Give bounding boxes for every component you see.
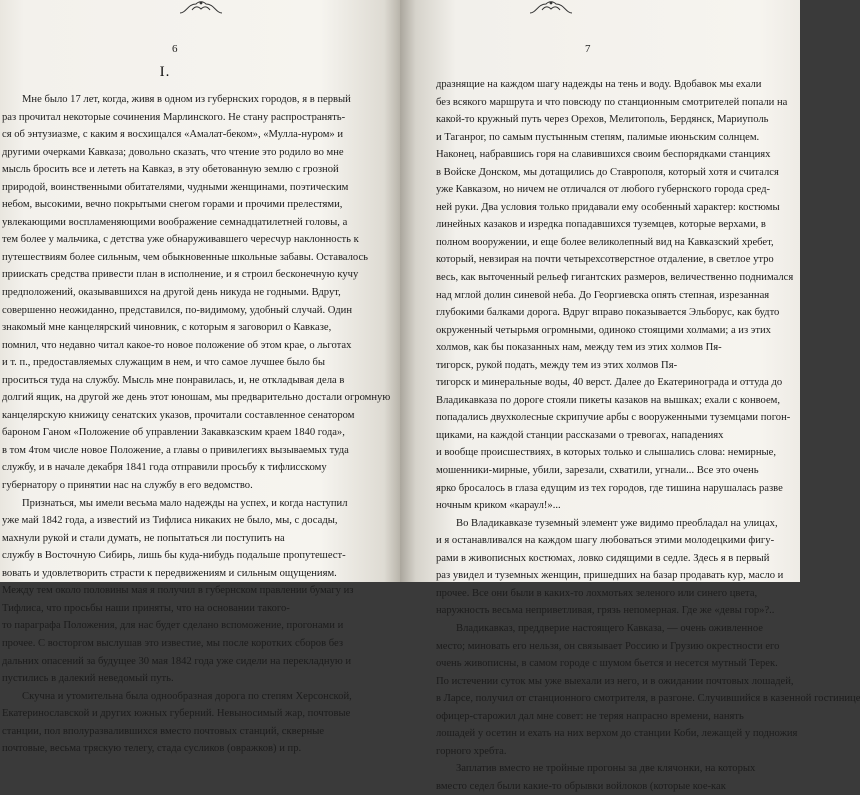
- text-line: увлекающими воспламеняющими воображение семнадцатилетней головы, а: [2, 216, 348, 228]
- text-line: помнил, что недавно читал какое-то новое положение об этом крае, о льготах: [2, 339, 352, 351]
- text-line: раз прочитал некоторые сочинения Марлинского. Не стану распространять-: [2, 111, 346, 123]
- text-line: дальних опасений за будущее 30 мая 1842 года уже сидели на перекладную и: [2, 655, 352, 667]
- text-line: станции, пол вполуразвалившихся вместо почтовых станций, скверные: [2, 725, 325, 737]
- text-line: линейных казаков и изредка попадавшихся туземцев, которые верхами, в: [436, 219, 766, 231]
- text-line: ней руки. Два условия только придавали ему особенный характер: костюмы: [436, 201, 780, 213]
- text-line: дразнящие на каждом шагу надежды на тень и воду. Вдобавок мы ехали: [436, 79, 762, 90]
- text-line: По истечении суток мы уже выехали из него, и в ожидании почтовых лошадей,: [436, 675, 794, 687]
- text-line: офицер-старожил дал мне совет: не теряя напрасно времени, нанять: [436, 710, 744, 722]
- body-text: [2, 91, 391, 758]
- text-line: ярко бросалось в глаза едущим из тех городов, где тишина нарушалась разве: [436, 482, 783, 494]
- text-line: прочее. С восторгом выслушав это известие, мы после коротких сборов без: [2, 637, 344, 649]
- text-line: полном вооружении, и еще более великолепный вид на Кавказский хребет,: [436, 236, 774, 248]
- text-line: махнули рукой и стали думать, не попытаться ли поступить на: [2, 532, 285, 544]
- text-line: очень живописны, в самом городе с шумом бьется и несется мутный Терек.: [436, 658, 778, 670]
- text-line: Скучна и утомительна была однообразная дорога по степям Херсонской,: [22, 690, 352, 702]
- text-line: холмов, как бы показанных нам, между тем из этих холмов Пя-: [436, 342, 722, 354]
- text-line: Признаться, мы имели весьма мало надежды на успех, и когда наступил: [22, 497, 348, 509]
- page-number: 6: [172, 43, 178, 55]
- text-line: вовать и удовлетворить страсти к передвижениям и сильным ощущениям.: [2, 567, 337, 579]
- page-number: 7: [585, 43, 591, 55]
- text-line: Наконец, набравшись горя на славившихся своим беспорядками станциях: [436, 149, 771, 161]
- text-line: окруженный четырьмя огромными, одиноко стоящими холмами; а из этих: [436, 324, 771, 336]
- text-line: службу в Восточную Сибирь, лишь бы куда-нибудь подальше пропутешест-: [2, 550, 346, 562]
- text-line: над мглой долин синевой неба. До Георгиевска опять степная, изрезанная: [436, 289, 770, 301]
- text-line: прочее. Все они были в каких-то лохмотьях зеленого или синего цвета,: [436, 587, 758, 599]
- text-line: службу, и в начале декабря 1841 года отправили просьбу к тифлисскому: [2, 462, 327, 474]
- body-text: [436, 76, 860, 795]
- text-line: который, невзирая на почти четырехсотверстное отдаление, в светлое утро: [436, 254, 774, 266]
- text-line: ся об энтузиазме, с каким я восхищался «Амалат-беком», «Муллa-нуром» и: [2, 129, 344, 141]
- text-line: уже май 1842 года, а известий из Тифлиса никаких не было, мы, с досады,: [2, 515, 338, 527]
- text-line: бароном Ганом «Положение об управлении Закавказским краем 1840 года»,: [2, 427, 345, 439]
- text-line: рами в живописных костюмах, ловко сидящими в седле. Здесь я в первый: [436, 552, 770, 564]
- text-line: Тифлиса, что просьбы наши приняты, что на основании такого-: [2, 602, 290, 614]
- text-line: и т. п., предоставляемых служащим в нем, и что самое лучшее было бы: [2, 357, 326, 369]
- text-line: наружность весьма неприветливая, грязь непомерная. Где же «девы гор»?..: [436, 605, 775, 617]
- text-line: почтовые, весьма тряскую телегу, стада сусликов (овражков) и пр.: [2, 743, 302, 755]
- text-line: Между тем около половины мая я получил в губернском правлении бумагу из: [2, 585, 354, 597]
- text-line: щиками, на каждой станции рассказами о тревогах, нападениях: [436, 429, 724, 441]
- text-line: путешествиям более сильным, чем обыкновенные школьные забавы. Оставалось: [2, 251, 368, 263]
- text-line: долгий ящик, на другой же день этот юношам, мы предварительно достали огромную: [2, 392, 391, 404]
- right-page: [400, 0, 860, 792]
- text-line: и вообще происшествиях, в которых только и слышались слова: немирные,: [436, 447, 776, 459]
- text-line: горного хребта.: [436, 745, 507, 757]
- text-line: Во Владикавказе туземный элемент уже видимо преобладал на улицах,: [456, 517, 778, 529]
- text-line: совершенно неожиданно, представился, по-видимому, удобный случай. Один: [2, 304, 353, 316]
- text-line: раз увидел и туземных женщин, пришедших на базар продавать кур, масло и: [436, 570, 784, 582]
- text-line: без всякого маршрута и что повсюду по станционным смотрителей попали на: [436, 96, 788, 108]
- text-line: проситься туда на службу. Мысль мне понравилась, и, не откладывая дела в: [2, 374, 345, 386]
- text-line: знакомый мне канцелярский чиновник, с которым я заговорил о Кавказе,: [2, 322, 332, 334]
- ornament-icon: [528, 0, 574, 14]
- text-line: лошадей у осетин и ехать на них верхом до станции Коби, лежащей у подножия: [436, 728, 798, 740]
- text-line: и я останавливался на каждом шагу любоваться этими молодецкими фигу-: [436, 535, 775, 547]
- text-line: в Войске Донском, мы дотащились до Ставрополя, который хотя и считался: [436, 166, 779, 178]
- text-line: ночным криком «караул!»...: [436, 500, 561, 512]
- text-line: губернатору о принятии нас на службу в его ведомство.: [2, 480, 253, 492]
- text-line: какой-то кружный путь через Орехов, Мелитополь, Бердянск, Мариуполь: [436, 114, 769, 126]
- text-line: мошенники-мирные, убили, зарезали, схватили, угнали... Все это очень: [436, 465, 759, 477]
- text-line: тем более у мальчика, с детства уже обнаруживавшего чересчур наклонность к: [2, 234, 359, 246]
- text-line: природой, воинственными обитателями, чудными женщинами, поэтическим: [2, 181, 349, 193]
- text-line: глубокими балками дорога. Вдруг вправо показывается Эльборус, как будто: [436, 307, 780, 319]
- text-line: тигорск и минеральные воды, 40 верст. Далее до Екатеринограда и оттуда до: [436, 377, 783, 389]
- text-line: пустились в далекий неведомый путь.: [2, 673, 174, 685]
- text-line: то параграфа Положения, для нас будет сделано вспоможение, прогонами и: [2, 620, 344, 632]
- text-line: в том 4том числе новое Положение, а главы о привилегиях вызываемых туда: [2, 444, 349, 456]
- text-line: канцелярскую книжицу сенатских указов, прочитали составленное сенатором: [2, 409, 355, 421]
- text-line: весь, как выточенный рельеф гигантских размеров, величественно поднимался: [436, 272, 794, 284]
- text-line: вместо седел были какие-то обрывки войлоков (которые кое-как: [436, 780, 726, 792]
- left-page: [0, 0, 400, 755]
- text-line: предположений, оказывавшихся на другой день никуда не годными. Вдрут,: [2, 287, 341, 299]
- text-line: Владикавказ, преддверие настоящего Кавказа, — очень оживленное: [456, 622, 763, 634]
- text-line: уже Кавказом, но ничем не отличался от любого губернского города сред-: [436, 184, 770, 196]
- text-line: попадались двухколесные скрипучие арбы с вооруженными туземцами погон-: [436, 412, 791, 424]
- text-line: Владикавказа по дороге стояли пикеты казаков на вышках; ехали с конвоем,: [436, 394, 781, 406]
- chapter-heading: I.: [159, 64, 171, 80]
- text-line: приискать средства привести план в исполнение, и я строил бесконечную кучу: [2, 269, 359, 281]
- text-line: другими очерками Кавказа; довольно сказать, что чтение это родило во мне: [2, 146, 344, 158]
- ornament-icon: [178, 0, 224, 14]
- text-line: Екатеринославской и других южных губерний. Невыносимый жар, почтовые: [2, 708, 351, 720]
- text-line: мысль бросить все и лететь на Кавказ, в эту обетованную землю с грозной: [2, 164, 339, 176]
- text-line: тигорск, рукой подать, между тем из этих холмов Пя-: [436, 359, 678, 371]
- text-line: Заплатив вместо не тройные прогоны за две клячонки, на которых: [456, 763, 756, 775]
- text-line: Мне было 17 лет, когда, живя в одном из губернских городов, я в первый: [22, 94, 351, 105]
- text-line: небом, высокими, вечно покрытыми снегом горами и прочими прелестями,: [2, 199, 343, 211]
- text-line: в Ларсе, получил от станционного смотрителя, в разгоне. Случившийся в казенной гостинице: [436, 693, 860, 705]
- text-line: место; миновать его нельзя, он связывает Россию и Грузию окрестности его: [436, 640, 780, 652]
- text-line: и Таганрог, по самым пустынным степям, палимые июньским солнцем.: [436, 131, 760, 143]
